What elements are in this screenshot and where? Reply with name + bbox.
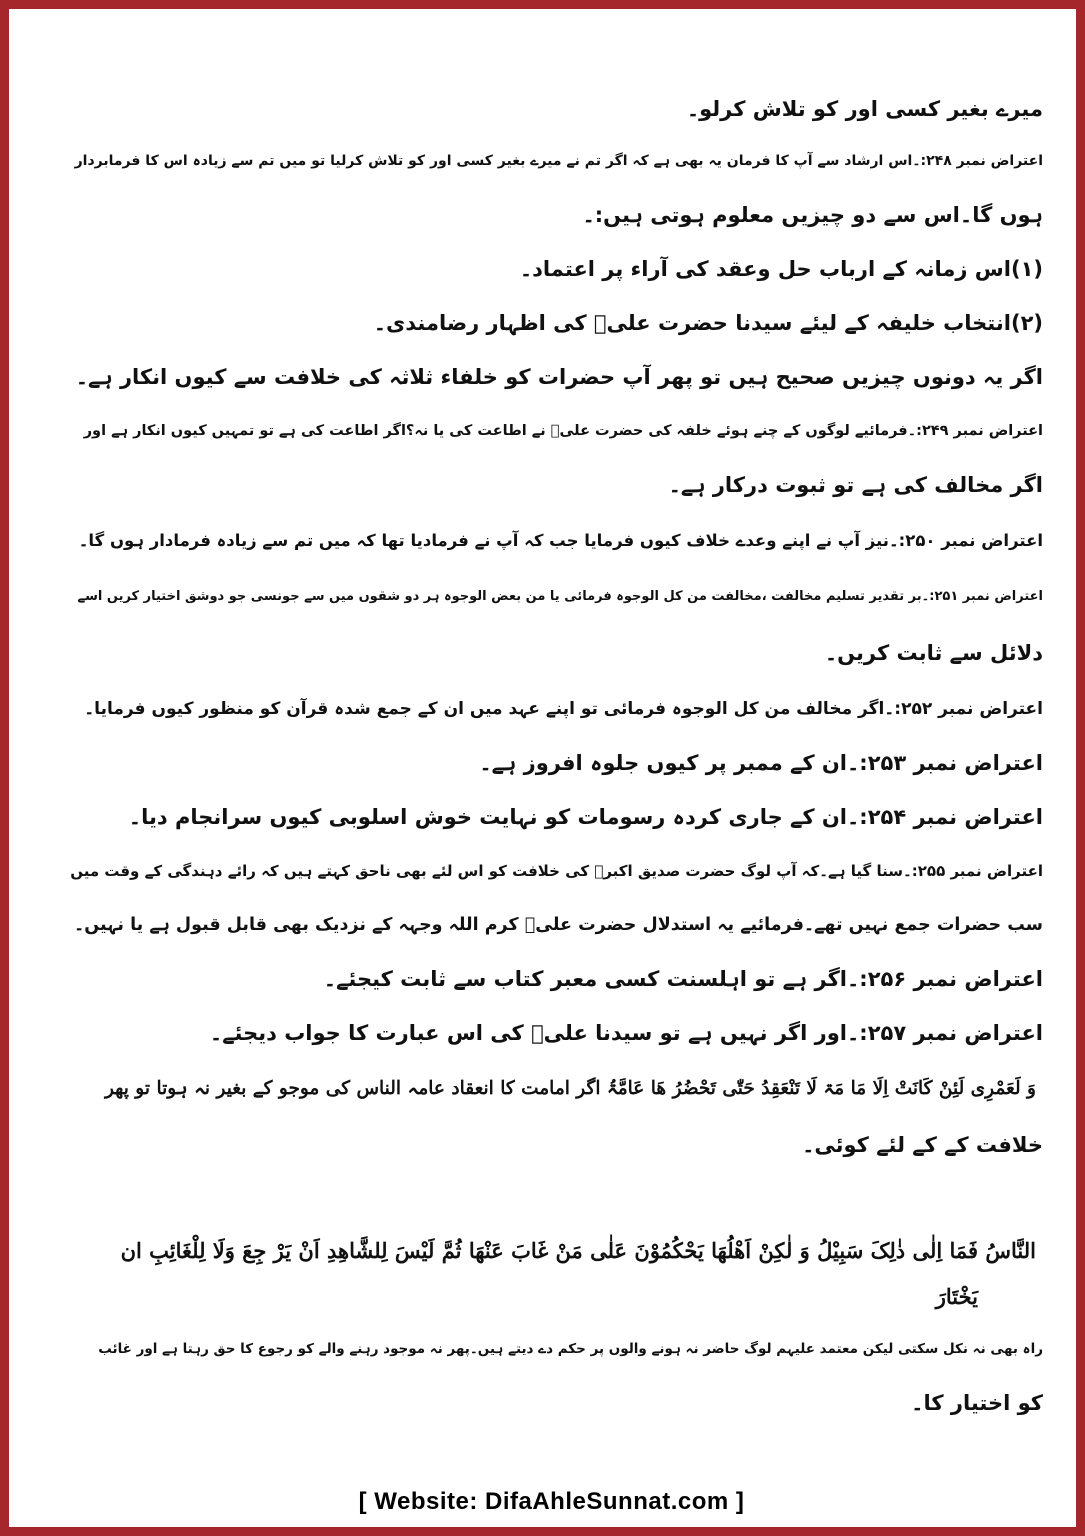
text-line: راہ بھی نہ نکل سکتی لیکن معتمد علیہم لوگ حاضر نہ ہونے والوں پر حکم دے دیتے ہیں۔پھر نہ موجود رہنے والے کو رجوع کا حق رہتا ہے اور غائب bbox=[98, 1341, 1043, 1357]
text-line: اعتراض نمبر ۲۵۳:۔ان کے ممبر پر کیوں جلوہ افروز ہے۔ bbox=[479, 751, 1043, 775]
text-line: اگر یہ دونوں چیزیں صحیح ہیں تو پھر آپ حضرات کو خلفاء ثلاثہ کی خلافت سے کیوں انکار ہے۔ bbox=[75, 365, 1043, 389]
arabic-quote-line: النَّاسُ فَمَا اِلٰی ذٰلِکَ سَبِیْلُ وَ لٰکِنْ اَھْلُھَا یَحْکُمُوْنَ عَلٰی مَنْ غَابَ عَنْھَا ثُمَّ لَیْسَ لِلشَّاھِدِ اَنْ یَرْ جِعَ وَلَا لِلْغَائِبِ ان bbox=[120, 1238, 1036, 1263]
text-line: سب حضرات جمع نہیں تھے۔فرمائیے یہ استدلال حضرت علیؓ کرم اللہ وجہہ کے نزدیک بھی قابل قبول ہے یا نہیں۔ bbox=[74, 915, 1043, 935]
text-line: کو اختیار کا۔ bbox=[911, 1391, 1043, 1415]
text-line: خلافت کے کے لئے کوئی۔ bbox=[802, 1133, 1043, 1157]
text-line: اعتراض نمبر ۲۴۸:۔اس ارشاد سے آپ کا فرمان یہ بھی ہے کہ اگر تم نے میرے بغیر کسی اور کو تلاش کرلیا تو میں تم سے زیادہ اس کا فرمابردار bbox=[74, 153, 1043, 169]
website-footer: [ Website: DifaAhleSunnat.com ] bbox=[358, 1488, 745, 1515]
text-line: (۱)اس زمانہ کے ارباب حل وعقد کی آراء پر اعتماد۔ bbox=[519, 257, 1043, 281]
arabic-quote-line: وَ لَعَمْرِی لَئِنْ کَانَتْ اِلَا مَا مَۃ لَا تَنْعَقِدُ حَتّٰی تَحْضُرُ ھَا عَامَّۃُ اگر امامت کا انعقاد عامہ الناس کی موجو کے بغیر نہ ہوتا تو پھر bbox=[104, 1078, 1036, 1099]
text-line: اعتراض نمبر ۲۵۶:۔اگر ہے تو اہلسنت کسی معبر کتاب سے ثابت کیجئے۔ bbox=[323, 967, 1043, 991]
text-line: (۲)انتخاب خلیفہ کے لیئے سیدنا حضرت علیؓ کی اظہار رضامندی۔ bbox=[373, 311, 1043, 335]
arabic-quote-line: یَخْتَارَ bbox=[935, 1284, 978, 1309]
text-line: اعتراض نمبر ۲۴۹:۔فرمائیے لوگوں کے چنے ہوئے خلفہ کی حضرت علیؓ نے اطاعت کی یا نہ؟اگر اطاعت کی ہے تو تمہیں کیوں انکار ہے اور bbox=[83, 423, 1043, 439]
text-line: اعتراض نمبر ۲۵۵:۔سنا گیا ہے۔کہ آپ لوگ حضرت صدیق اکبرؓ کی خلافت کو اس لئے بھی ناحق کہتے ہیں کہ رائے دہندگی کے وقت میں bbox=[70, 862, 1043, 880]
text-line: اعتراض نمبر ۲۵۷:۔اور اگر نہیں ہے تو سیدنا علیؓ کی اس عبارت کا جواب دیجئے۔ bbox=[209, 1021, 1043, 1045]
document-body bbox=[18, 18, 1085, 1536]
text-line: دلائل سے ثابت کریں۔ bbox=[824, 641, 1043, 665]
text-line: میرے بغیر کسی اور کو تلاش کرلو۔ bbox=[686, 97, 1043, 121]
text-line: اعتراض نمبر ۲۵۱:۔بر تقدیر تسلیم مخالفت ،مخالفت من کل الوجوہ فرمائی یا من بعض الوجوہ ہر دو شقوں میں سے جونسی جو دوشق اختیار کریں اسے bbox=[77, 589, 1043, 604]
text-line: اگر مخالف کی ہے تو ثبوت درکار ہے۔ bbox=[668, 473, 1043, 497]
text-line: اعتراض نمبر ۲۵۰:۔نیز آپ نے اپنے وعدے خلاف کیوں فرمایا جب کہ آپ نے فرمادیا تھا کہ میں تم سے زیادہ فرمادار ہوں گا۔ bbox=[78, 531, 1043, 550]
text-line: اعتراض نمبر ۲۵۴:۔ان کے جاری کردہ رسومات کو نہایت خوش اسلوبی کیوں سرانجام دیا۔ bbox=[128, 805, 1043, 829]
text-line: اعتراض نمبر ۲۵۲:۔اگر مخالف من کل الوجوہ فرمائی تو اپنے عہد میں ان کے جمع شدہ قرآن کو منظور کیوں فرمایا۔ bbox=[84, 699, 1043, 719]
text-line: ہوں گا۔اس سے دو چیزیں معلوم ہوتی ہیں:۔ bbox=[582, 203, 1043, 227]
